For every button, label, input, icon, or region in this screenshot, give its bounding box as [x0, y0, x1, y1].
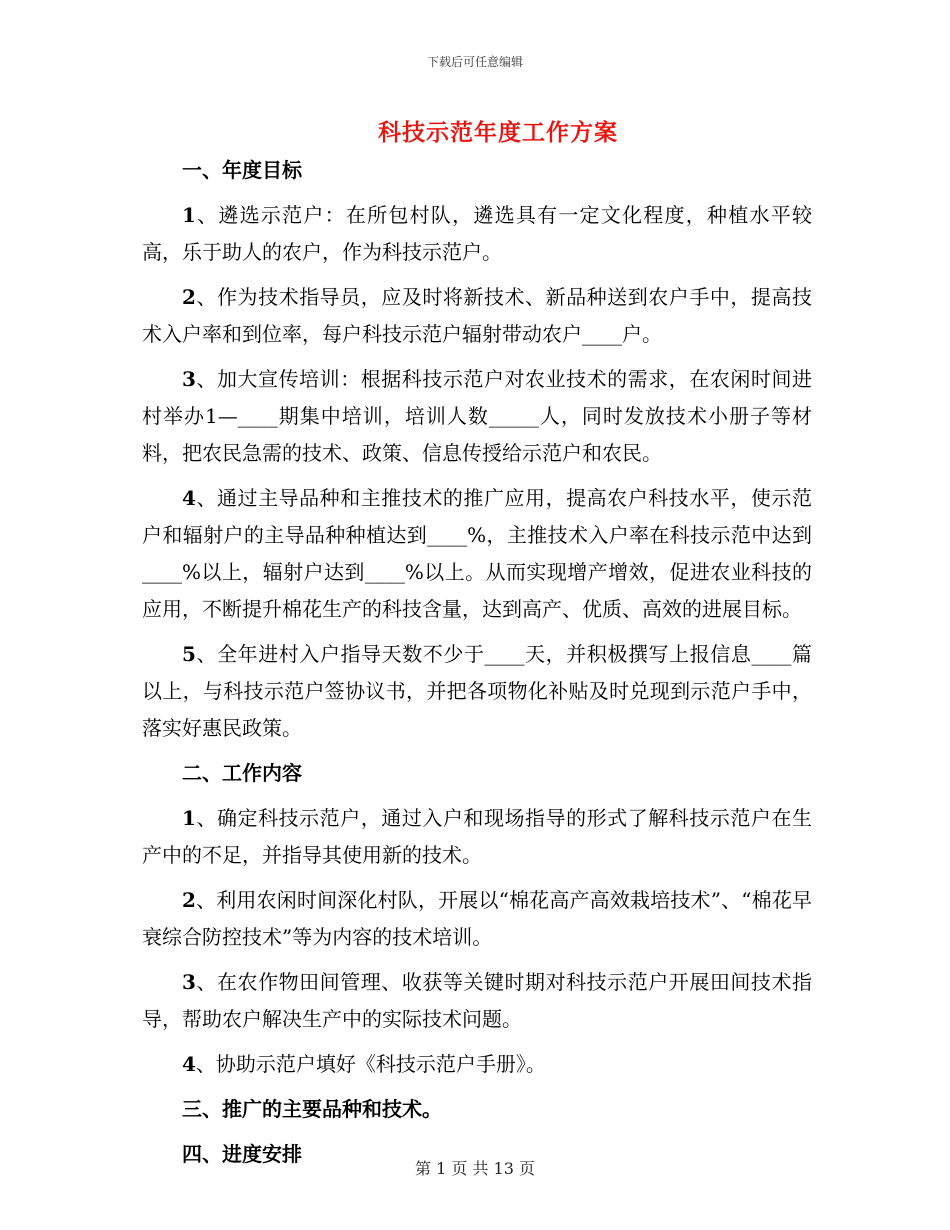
header-note: 下载后可任意编辑: [426, 55, 523, 69]
item-text: 、在农作物田间管理、收获等关键时期对科技示范户开展田间技术指导，帮助农户解决生产中的实际技术问题。: [142, 970, 812, 1031]
page-footer: 第 1 页 共 13 页: [415, 1159, 535, 1178]
section-heading-2: 二、工作内容: [182, 761, 302, 785]
section-heading-4: 四、进度安排: [182, 1142, 302, 1166]
paragraph: [142, 480, 812, 628]
item-text: 、利用农闲时间深化村队，开展以“棉花高产高效栽培技术”、“棉花早衰综合防控技术”等为内容的技术培训。: [142, 888, 812, 949]
item-number: 2: [182, 285, 196, 309]
paragraph: [142, 636, 812, 747]
item-text: 、确定科技示范户，通过入户和现场指导的形式了解科技示范户在生产中的不足，并指导其使用新的技术。: [142, 806, 812, 867]
document-body: [142, 152, 812, 1181]
item-text: 、全年进村入户指导天数不少于____天，并积极撰写上报信息____篇以上，与科技示范户签协议书，并把各项物化补贴及时兑现到示范户手中，落实好惠民政策。: [142, 642, 812, 740]
paragraph: [142, 1046, 812, 1083]
item-number: 4: [182, 486, 196, 510]
item-text: 、遴选示范户：在所包村队，遴选具有一定文化程度，种植水平较高，乐于助人的农户，作为科技示范户。: [142, 203, 812, 264]
item-number: 5: [182, 642, 196, 666]
paragraph: [142, 361, 812, 472]
item-text: 、协助示范户填好《科技示范户手册》。: [195, 1052, 546, 1076]
item-number: 2: [182, 888, 196, 912]
section-heading-1: 一、年度目标: [182, 158, 302, 182]
item-number: 3: [182, 367, 196, 391]
item-number: 3: [182, 970, 196, 994]
item-number: 4: [182, 1052, 196, 1076]
item-number: 1: [182, 203, 196, 227]
paragraph: [142, 197, 812, 271]
section-heading-3: 三、推广的主要品种和技术。: [182, 1097, 442, 1121]
document-title: 科技示范年度工作方案: [378, 119, 618, 146]
item-text: 、通过主导品种和主推技术的推广应用，提高农户科技水平，使示范户和辐射户的主导品种种植达到____%，主推技术入户率在科技示范中达到____%以上，辐射户达到____%以上。从而实现增产增效，促进农业科技的应用，不断提升棉花生产的科技含量，达到高产、优质、高效的进展目标。: [142, 486, 812, 621]
item-number: 1: [182, 806, 196, 830]
paragraph: [142, 800, 812, 874]
paragraph: [142, 964, 812, 1038]
item-text: 、作为技术指导员，应及时将新技术、新品种送到农户手中，提高技术入户率和到位率，每户科技示范户辐射带动农户____户。: [142, 285, 812, 346]
paragraph: [142, 882, 812, 956]
item-text: 、加大宣传培训：根据科技示范户对农业技术的需求，在农闲时间进村举办1—____期集中培训，培训人数_____人，同时发放技术小册子等材料，把农民急需的技术、政策、信息传授给示范户和农民。: [142, 367, 812, 465]
paragraph: [142, 279, 812, 353]
